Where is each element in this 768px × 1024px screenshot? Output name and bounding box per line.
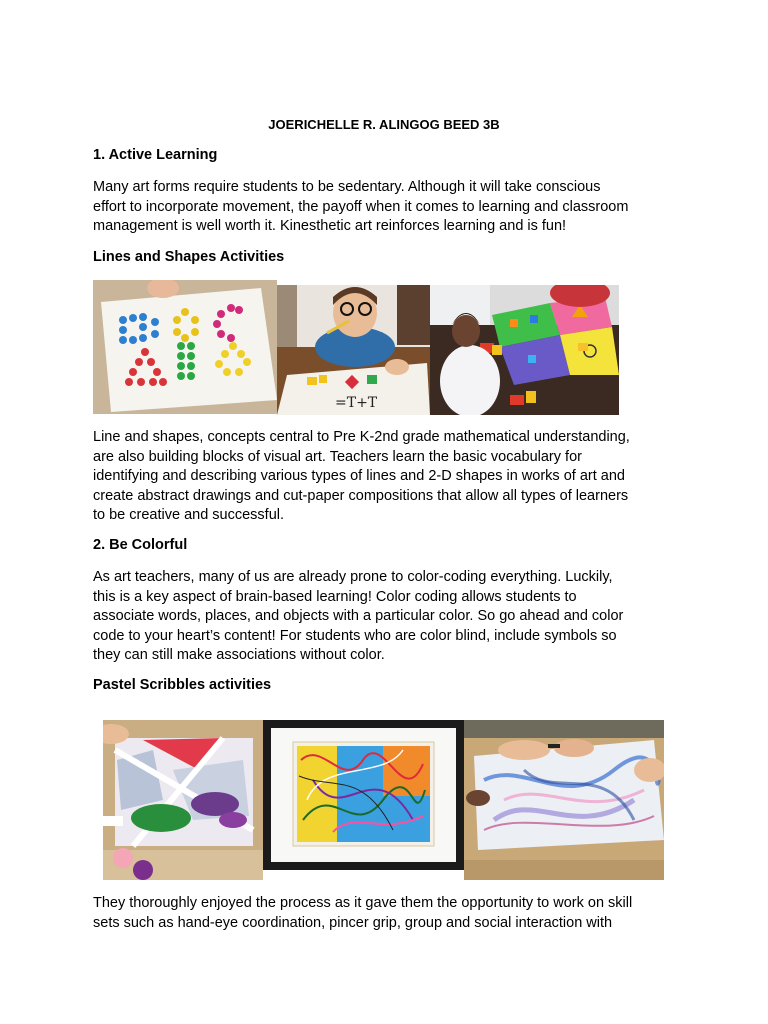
paragraph-active-learning xyxy=(93,178,678,237)
text-line: identifying and describing various types of lines and 2-D shapes in works of art and xyxy=(93,468,625,484)
dot-marker-shapes-photo xyxy=(93,280,277,414)
girl-sorting-shapes-photo xyxy=(430,285,619,415)
paragraph-be-colorful xyxy=(93,568,678,666)
heading-be-colorful: 2. Be Colorful xyxy=(93,537,188,553)
text-line: to be creative and successful. xyxy=(93,507,285,523)
framed-scribble-art-photo xyxy=(263,720,464,870)
text-line: they can still make associations without color. xyxy=(93,647,385,663)
document-title: JOERICHELLE R. ALINGOG BEED 3B xyxy=(268,117,500,132)
text-line: As art teachers, many of us are already prone to color-coding everything. Luckily, xyxy=(93,569,613,585)
child-with-glasses-photo xyxy=(277,285,430,415)
heading-active-learning: 1. Active Learning xyxy=(93,147,218,163)
text-line: management is well worth it. Kinesthetic art reinforces learning and is fun! xyxy=(93,218,567,234)
text-line: effort to incorporate movement, the payoff when it comes to learning and classroom xyxy=(93,198,629,215)
photo-caption-text: =T+T xyxy=(335,395,378,411)
text-line: this is a key aspect of brain-based learning! Color coding allows students to xyxy=(93,588,577,605)
text-line: code to your heart’s content! For students who are color blind, include symbols so xyxy=(93,627,617,644)
text-line: They thoroughly enjoyed the process as it gave them the opportunity to work on skill xyxy=(93,895,633,911)
text-line: create abstract drawings and cut-paper compositions that allow all types of learners xyxy=(93,487,629,504)
pastel-scribble-table-photo xyxy=(464,720,664,880)
heading-pastel-scribbles: Pastel Scribbles activities xyxy=(93,677,272,693)
paragraph-lines-shapes xyxy=(93,428,678,526)
text-line: are also building blocks of visual art. Teachers learn the basic vocabulary for xyxy=(93,448,582,465)
paragraph-pastel-scribbles xyxy=(93,894,678,933)
text-line: Many art forms require students to be sedentary. Although it will take conscious xyxy=(93,179,601,195)
text-line: associate words, places, and objects with a particular color. So go ahead and color xyxy=(93,608,624,624)
painting-canvas-photo xyxy=(103,720,263,880)
text-line: sets such as hand-eye coordination, pincer grip, group and social interaction with xyxy=(93,914,613,931)
text-line: Line and shapes, concepts central to Pre K-2nd grade mathematical understanding, xyxy=(93,429,630,445)
heading-lines-shapes: Lines and Shapes Activities xyxy=(93,249,285,265)
